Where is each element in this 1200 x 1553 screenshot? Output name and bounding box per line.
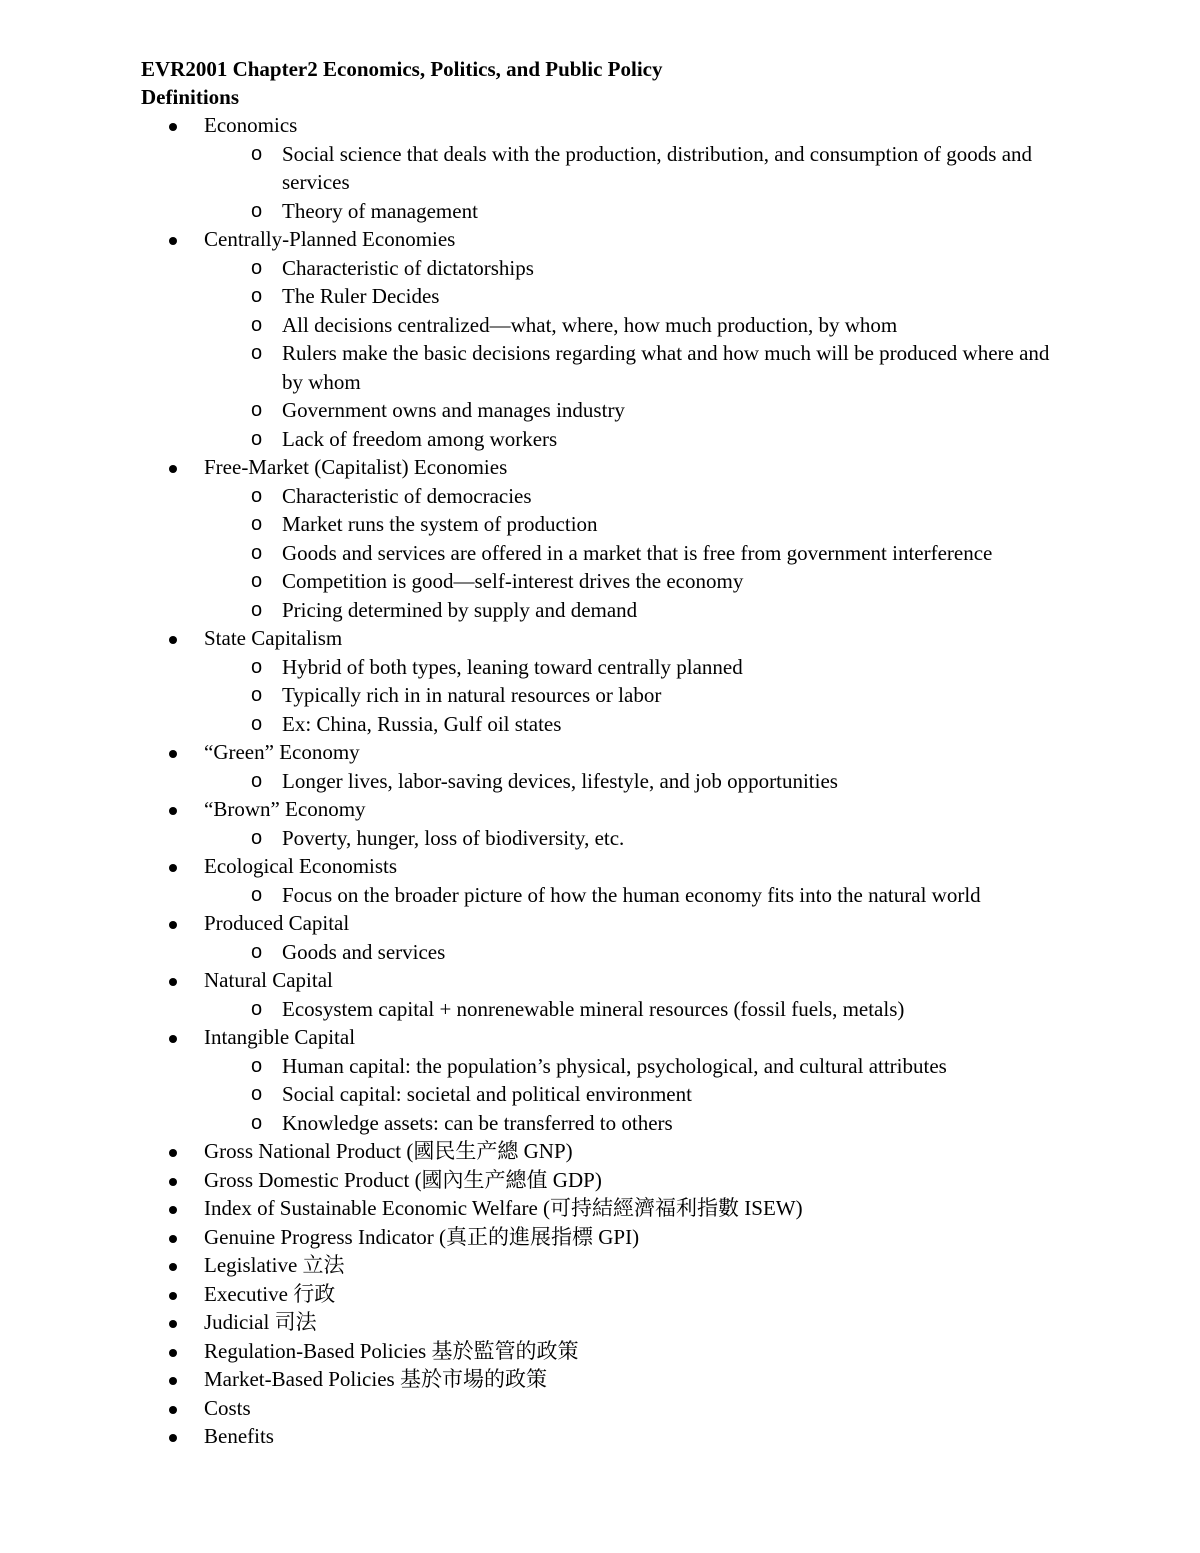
definition-term: “Brown” Economy xyxy=(204,797,366,821)
definition-term: “Green” Economy xyxy=(204,740,360,764)
definition-term: Legislative 立法 xyxy=(204,1253,345,1277)
definition-item xyxy=(141,852,1061,909)
definition-term: State Capitalism xyxy=(204,626,343,650)
bullet-disc-icon xyxy=(169,1377,177,1385)
sub-point-text: Ecosystem capital + nonrenewable mineral resources (fossil fuels, metals) xyxy=(282,996,905,1021)
sub-point-list xyxy=(204,938,1061,967)
document-subtitle: Definitions xyxy=(141,85,240,109)
bullet-circle-icon: o xyxy=(251,484,263,507)
sub-point-text: Pricing determined by supply and demand xyxy=(282,597,638,622)
sub-point-list xyxy=(204,482,1061,625)
bullet-circle-icon: o xyxy=(251,940,263,963)
definition-item xyxy=(141,1223,1061,1252)
sub-point xyxy=(204,396,1062,425)
sub-point-text: Typically rich in in natural resources or labor xyxy=(282,683,662,707)
sub-point-text: Competition is good—self-interest drives the economy xyxy=(282,569,744,593)
sub-point-text: Human capital: the population’s physical, psychological, and cultural attributes xyxy=(282,1053,947,1078)
bullet-circle-icon: o xyxy=(251,142,263,165)
definition-term: Gross Domestic Product (國內生产總值 GDP) xyxy=(204,1167,602,1192)
bullet-circle-icon: o xyxy=(251,427,263,450)
sub-point-text: Lack of freedom among workers xyxy=(282,426,558,451)
definition-term: Genuine Progress Indicator (真正的進展指標 GPI) xyxy=(204,1224,640,1249)
bullet-circle-icon: o xyxy=(251,655,263,678)
sub-point xyxy=(204,1109,1062,1138)
definition-term: Judicial 司法 xyxy=(204,1310,317,1334)
sub-point xyxy=(204,995,1062,1024)
bullet-disc-icon xyxy=(169,1292,177,1300)
bullet-circle-icon: o xyxy=(251,826,263,849)
sub-point xyxy=(204,938,1062,967)
sub-point-text: Goods and services xyxy=(282,939,446,964)
sub-point xyxy=(204,311,1062,340)
sub-point-list xyxy=(204,767,1061,796)
definition-term: Centrally-Planned Economies xyxy=(204,227,456,251)
bullet-disc-icon xyxy=(169,978,177,986)
sub-point xyxy=(204,482,1062,511)
definition-term: Gross National Product (國民生产總 GNP) xyxy=(204,1139,573,1163)
sub-point xyxy=(204,767,1062,796)
bullet-circle-icon: o xyxy=(251,997,263,1020)
bullet-disc-icon xyxy=(169,1263,177,1271)
sub-point xyxy=(204,282,1062,311)
sub-point-text: Government owns and manages industry xyxy=(282,398,625,422)
definition-item xyxy=(141,1365,1061,1394)
sub-point-list xyxy=(204,995,1061,1024)
bullet-disc-icon xyxy=(169,1406,177,1414)
bullet-disc-icon xyxy=(169,1349,177,1357)
document-page xyxy=(141,55,1061,1451)
bullet-circle-icon: o xyxy=(251,513,263,535)
sub-point-text: Social science that deals with the production, distribution, and consumption of goods and services xyxy=(282,141,1033,194)
bullet-disc-icon xyxy=(169,750,177,758)
sub-point xyxy=(204,339,1062,396)
definitions-list xyxy=(141,111,1061,1451)
bullet-disc-icon xyxy=(169,123,177,131)
bullet-circle-icon: o xyxy=(251,883,263,906)
bullet-circle-icon: o xyxy=(251,199,263,222)
definition-item xyxy=(141,624,1061,738)
bullet-circle-icon: o xyxy=(251,342,263,364)
definition-term: Ecological Economists xyxy=(204,854,398,878)
bullet-circle-icon: o xyxy=(251,684,263,706)
definition-item xyxy=(141,453,1061,624)
definition-term: Intangible Capital xyxy=(204,1025,356,1049)
bullet-circle-icon: o xyxy=(251,313,263,336)
definition-term: Free-Market (Capitalist) Economies xyxy=(204,455,508,479)
bullet-disc-icon xyxy=(169,1035,177,1043)
sub-point xyxy=(204,1052,1062,1081)
definition-term: Regulation-Based Policies 基於監管的政策 xyxy=(204,1338,579,1363)
sub-point xyxy=(204,596,1062,625)
definition-term: Economics xyxy=(204,113,298,137)
sub-point-text: Hybrid of both types, leaning toward centrally planned xyxy=(282,654,743,679)
definition-item xyxy=(141,1166,1061,1195)
bullet-circle-icon: o xyxy=(251,256,263,279)
sub-point xyxy=(204,425,1062,454)
sub-point xyxy=(204,881,1062,910)
bullet-circle-icon: o xyxy=(251,1054,263,1077)
definition-term: Executive 行政 xyxy=(204,1281,336,1306)
sub-point-text: Focus on the broader picture of how the human economy fits into the natural world xyxy=(282,882,981,907)
sub-point-text: All decisions centralized—what, where, how much production, by whom xyxy=(282,312,898,337)
sub-point-list xyxy=(204,653,1061,739)
definition-term: Natural Capital xyxy=(204,968,333,992)
bullet-disc-icon xyxy=(169,921,177,929)
sub-point xyxy=(204,510,1062,539)
sub-point-text: Market runs the system of production xyxy=(282,512,598,536)
definition-term: Produced Capital xyxy=(204,911,350,935)
definition-term: Index of Sustainable Economic Welfare (可持結經濟福利指數 ISEW) xyxy=(204,1196,803,1220)
definition-item xyxy=(141,1023,1061,1137)
sub-point-list xyxy=(204,254,1061,454)
bullet-disc-icon xyxy=(169,1178,177,1186)
bullet-circle-icon: o xyxy=(251,712,263,735)
definition-item xyxy=(141,1337,1061,1366)
bullet-disc-icon xyxy=(169,1206,177,1214)
sub-point-text: Poverty, hunger, loss of biodiversity, etc. xyxy=(282,825,625,850)
definition-item xyxy=(141,909,1061,966)
bullet-disc-icon xyxy=(169,636,177,644)
definition-item xyxy=(141,111,1061,225)
sub-point-text: Characteristic of democracies xyxy=(282,483,532,508)
definition-item xyxy=(141,1394,1061,1423)
bullet-circle-icon: o xyxy=(251,285,263,307)
bullet-circle-icon: o xyxy=(251,598,263,621)
sub-point-list xyxy=(204,824,1061,853)
sub-point xyxy=(204,824,1062,853)
sub-point xyxy=(204,681,1062,710)
document-title: EVR2001 Chapter2 Economics, Politics, and Public Policy xyxy=(141,57,663,81)
definition-item xyxy=(141,966,1061,1023)
definition-term: Benefits xyxy=(204,1424,274,1448)
sub-point-text: The Ruler Decides xyxy=(282,284,440,308)
sub-point xyxy=(204,197,1062,226)
bullet-disc-icon xyxy=(169,237,177,245)
bullet-circle-icon: o xyxy=(251,1083,263,1105)
sub-point xyxy=(204,140,1062,197)
definition-item xyxy=(141,1280,1061,1309)
sub-point xyxy=(204,710,1062,739)
definition-item xyxy=(141,1251,1061,1280)
sub-point xyxy=(204,653,1062,682)
sub-point-list xyxy=(204,140,1061,226)
sub-point xyxy=(204,567,1062,596)
definition-item xyxy=(141,1194,1061,1223)
sub-point-text: Theory of management xyxy=(282,198,478,223)
sub-point-text: Rulers make the basic decisions regarding what and how much will be produced where and by whom xyxy=(282,341,1050,394)
sub-point xyxy=(204,1080,1062,1109)
sub-point-text: Characteristic of dictatorships xyxy=(282,255,534,280)
bullet-circle-icon: o xyxy=(251,769,263,792)
bullet-disc-icon xyxy=(169,807,177,815)
bullet-circle-icon: o xyxy=(251,570,263,592)
sub-point-text: Goods and services are offered in a market that is free from government interference xyxy=(282,540,993,565)
sub-point xyxy=(204,539,1062,568)
sub-point-text: Social capital: societal and political environment xyxy=(282,1082,692,1106)
bullet-circle-icon: o xyxy=(251,399,263,421)
bullet-disc-icon xyxy=(169,1235,177,1243)
bullet-disc-icon xyxy=(169,1149,177,1157)
definition-item xyxy=(141,1308,1061,1337)
bullet-disc-icon xyxy=(169,864,177,872)
sub-point-list xyxy=(204,1052,1061,1138)
sub-point-text: Longer lives, labor-saving devices, lifestyle, and job opportunities xyxy=(282,768,838,793)
sub-point-text: Ex: China, Russia, Gulf oil states xyxy=(282,711,562,736)
bullet-disc-icon xyxy=(169,1434,177,1442)
definition-item xyxy=(141,1422,1061,1451)
sub-point-text: Knowledge assets: can be transferred to others xyxy=(282,1110,673,1135)
definition-item xyxy=(141,738,1061,795)
definition-term: Costs xyxy=(204,1395,251,1420)
definition-item xyxy=(141,795,1061,852)
sub-point-list xyxy=(204,881,1061,910)
sub-point xyxy=(204,254,1062,283)
definition-item xyxy=(141,225,1061,453)
definition-term: Market-Based Policies 基於市場的政策 xyxy=(204,1367,547,1391)
bullet-circle-icon: o xyxy=(251,541,263,564)
definition-item xyxy=(141,1137,1061,1166)
bullet-circle-icon: o xyxy=(251,1111,263,1134)
bullet-disc-icon xyxy=(169,1320,177,1328)
bullet-disc-icon xyxy=(169,465,177,473)
